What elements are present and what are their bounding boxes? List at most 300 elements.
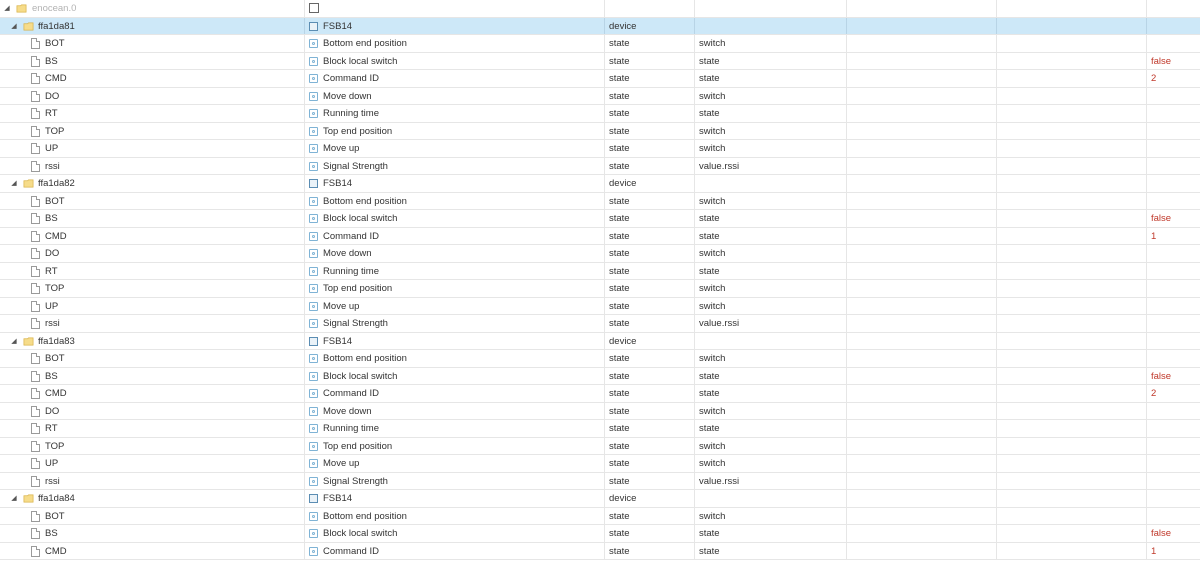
device-id: ffa1da84 (38, 493, 75, 504)
state-id: RT (45, 423, 58, 434)
state-role: switch (699, 195, 726, 207)
device-row[interactable] (0, 18, 1200, 36)
state-col6-cell (997, 455, 1147, 472)
state-name-cell (305, 403, 605, 420)
state-type: state (609, 283, 630, 294)
state-value-cell[interactable] (1147, 385, 1200, 402)
state-role-cell (695, 280, 847, 297)
state-type-cell (605, 543, 695, 560)
device-row[interactable] (0, 333, 1200, 351)
state-id: BS (45, 528, 58, 539)
state-id-cell (0, 403, 305, 420)
state-col6-cell (997, 385, 1147, 402)
state-value-cell[interactable] (1147, 70, 1200, 87)
state-name-cell (305, 245, 605, 262)
state-value-cell[interactable] (1147, 105, 1200, 122)
state-name: Running time (323, 423, 379, 434)
state-id-cell (0, 263, 305, 280)
state-icon (309, 389, 318, 398)
state-icon (309, 249, 318, 258)
state-type: state (609, 458, 630, 469)
state-id-cell (0, 385, 305, 402)
state-value-cell[interactable] (1147, 140, 1200, 157)
state-name-cell (305, 543, 605, 560)
state-id-cell (0, 245, 305, 262)
state-name-cell (305, 315, 605, 332)
state-type-cell (605, 193, 695, 210)
device-col6-cell (997, 490, 1147, 507)
state-row[interactable] (0, 438, 1200, 456)
state-value-cell[interactable] (1147, 508, 1200, 525)
device-row[interactable] (0, 490, 1200, 508)
state-row[interactable] (0, 35, 1200, 53)
device-col6-cell (997, 175, 1147, 192)
state-icon (309, 39, 318, 48)
device-value-cell (1147, 333, 1200, 350)
file-icon (31, 266, 40, 277)
state-type-cell (605, 210, 695, 227)
state-name-cell (305, 298, 605, 315)
state-value-cell[interactable] (1147, 158, 1200, 175)
file-icon (31, 73, 40, 84)
collapse-icon[interactable]: ◢ (11, 22, 17, 30)
state-value-cell[interactable] (1147, 403, 1200, 420)
state-row[interactable] (0, 543, 1200, 561)
file-icon (31, 213, 40, 224)
state-name-cell (305, 35, 605, 52)
state-col5-cell (847, 280, 997, 297)
state-value-cell[interactable] (1147, 263, 1200, 280)
collapse-icon[interactable]: ◢ (11, 495, 17, 502)
device-type-cell (605, 175, 695, 192)
state-icon (309, 372, 318, 381)
state-role-cell (695, 385, 847, 402)
device-name-cell (305, 18, 605, 35)
state-type-cell (605, 105, 695, 122)
state-role-cell (695, 193, 847, 210)
device-col5-cell (847, 18, 997, 35)
state-name: Move up (323, 143, 360, 154)
device-role-cell (695, 175, 847, 192)
state-col6-cell (997, 123, 1147, 140)
state-role: value.rssi (699, 475, 740, 487)
state-name-cell (305, 508, 605, 525)
state-id-cell (0, 105, 305, 122)
state-icon (309, 512, 318, 521)
device-value-cell (1147, 18, 1200, 35)
device-icon (309, 179, 318, 188)
state-row[interactable] (0, 315, 1200, 333)
device-value-cell (1147, 490, 1200, 507)
state-id: BOT (45, 353, 65, 364)
collapse-icon[interactable]: ◢ (11, 180, 17, 187)
state-name: Block local switch (323, 55, 398, 67)
state-value-cell[interactable] (1147, 228, 1200, 245)
collapse-icon[interactable]: ◢ (11, 337, 17, 345)
state-name-cell (305, 525, 605, 542)
state-id: BS (45, 213, 58, 224)
state-name: Move up (323, 458, 360, 469)
state-col6-cell (997, 473, 1147, 490)
device-type: device (609, 178, 637, 189)
state-value-cell[interactable] (1147, 438, 1200, 455)
device-icon (309, 494, 318, 503)
state-value-cell[interactable] (1147, 543, 1200, 560)
state-row[interactable] (0, 245, 1200, 263)
state-value-cell[interactable] (1147, 473, 1200, 490)
state-type: state (609, 545, 630, 557)
state-value-cell[interactable] (1147, 368, 1200, 385)
state-role: switch (699, 38, 726, 49)
state-value-cell[interactable] (1147, 420, 1200, 437)
state-type-cell (605, 245, 695, 262)
state-type-cell (605, 280, 695, 297)
state-type: state (609, 318, 630, 329)
state-name-cell (305, 420, 605, 437)
state-value-cell[interactable] (1147, 210, 1200, 227)
state-type-cell (605, 228, 695, 245)
state-col5-cell (847, 228, 997, 245)
state-id-cell (0, 53, 305, 70)
state-col5-cell (847, 70, 997, 87)
state-row[interactable] (0, 70, 1200, 88)
state-role-cell (695, 158, 847, 175)
state-type: state (609, 370, 630, 382)
state-row[interactable] (0, 158, 1200, 176)
state-name: Move down (323, 248, 372, 259)
state-type-cell (605, 473, 695, 490)
state-icon (309, 197, 318, 206)
state-col5-cell (847, 473, 997, 490)
state-name-cell (305, 105, 605, 122)
device-id-cell (0, 333, 305, 350)
state-role-cell (695, 228, 847, 245)
state-col5-cell (847, 158, 997, 175)
state-role-cell (695, 438, 847, 455)
state-value-cell[interactable] (1147, 88, 1200, 105)
state-role-cell (695, 543, 847, 560)
state-col5-cell (847, 508, 997, 525)
state-value-cell[interactable] (1147, 525, 1200, 542)
state-role: switch (699, 143, 726, 154)
state-row[interactable] (0, 280, 1200, 298)
state-type-cell (605, 35, 695, 52)
device-type-cell (605, 18, 695, 35)
device-type-cell (605, 490, 695, 507)
state-col6-cell (997, 280, 1147, 297)
state-name: Move down (323, 90, 372, 102)
state-id-cell (0, 280, 305, 297)
state-role-cell (695, 473, 847, 490)
state-row[interactable] (0, 350, 1200, 368)
state-col5-cell (847, 420, 997, 437)
folder-icon (16, 3, 27, 14)
state-col6-cell (997, 245, 1147, 262)
state-role-cell (695, 455, 847, 472)
state-type-cell (605, 315, 695, 332)
state-icon (309, 424, 318, 433)
state-name-cell (305, 70, 605, 87)
state-type: state (609, 108, 630, 119)
state-type: state (609, 230, 630, 242)
state-col6-cell (997, 263, 1147, 280)
state-col5-cell (847, 35, 997, 52)
state-type: state (609, 38, 630, 49)
state-type: state (609, 160, 630, 172)
state-role-cell (695, 315, 847, 332)
state-id: rssi (45, 318, 60, 329)
state-col6-cell (997, 420, 1147, 437)
state-row[interactable] (0, 403, 1200, 421)
device-col5-cell (847, 333, 997, 350)
state-role-cell (695, 140, 847, 157)
state-id: RT (45, 108, 58, 119)
state-role-cell (695, 350, 847, 367)
state-icon (309, 407, 318, 416)
state-type: state (609, 125, 630, 137)
state-icon (309, 57, 318, 66)
file-icon (31, 161, 40, 172)
state-role: state (699, 73, 720, 84)
state-value-cell[interactable] (1147, 280, 1200, 297)
state-id-cell (0, 88, 305, 105)
state-role: switch (699, 405, 726, 417)
state-row[interactable] (0, 193, 1200, 211)
state-col5-cell (847, 385, 997, 402)
state-role-cell (695, 508, 847, 525)
state-name: Signal Strength (323, 318, 388, 329)
state-type: state (609, 475, 630, 487)
state-type: state (609, 195, 630, 207)
state-name: Top end position (323, 283, 393, 294)
state-row[interactable] (0, 228, 1200, 246)
state-name-cell (305, 140, 605, 157)
device-name-cell (305, 333, 605, 350)
chart-icon[interactable] (309, 3, 319, 13)
state-col6-cell (997, 210, 1147, 227)
state-id-cell (0, 473, 305, 490)
file-icon (31, 301, 40, 312)
state-row[interactable] (0, 368, 1200, 386)
device-role-cell (695, 18, 847, 35)
state-id-cell (0, 140, 305, 157)
state-col5-cell (847, 525, 997, 542)
root-row[interactable] (0, 0, 1200, 18)
file-icon (31, 126, 40, 137)
state-id: TOP (45, 440, 65, 452)
state-role: switch (699, 458, 726, 469)
state-icon (309, 74, 318, 83)
state-col6-cell (997, 438, 1147, 455)
state-icon (309, 127, 318, 136)
state-col6-cell (997, 350, 1147, 367)
state-row[interactable] (0, 140, 1200, 158)
state-value-cell[interactable] (1147, 350, 1200, 367)
state-id-cell (0, 193, 305, 210)
state-icon (309, 214, 318, 223)
state-id-cell (0, 70, 305, 87)
folder-icon (23, 21, 34, 32)
device-id-cell (0, 175, 305, 192)
state-id: DO (45, 90, 60, 102)
state-row[interactable] (0, 525, 1200, 543)
state-col6-cell (997, 508, 1147, 525)
device-name-cell (305, 175, 605, 192)
state-row[interactable] (0, 420, 1200, 438)
file-icon (31, 546, 40, 557)
folder-icon (23, 178, 34, 189)
state-row[interactable] (0, 53, 1200, 71)
device-name: FSB14 (323, 178, 353, 189)
state-value-cell[interactable] (1147, 298, 1200, 315)
state-id-cell (0, 315, 305, 332)
state-type-cell (605, 263, 695, 280)
state-role: state (699, 55, 720, 67)
state-id: RT (45, 265, 58, 277)
state-icon (309, 442, 318, 451)
file-icon (31, 143, 40, 154)
state-col6-cell (997, 298, 1147, 315)
state-icon (309, 232, 318, 241)
state-id: CMD (45, 388, 67, 399)
device-id-cell (0, 18, 305, 35)
file-icon (31, 511, 40, 522)
state-value-cell[interactable] (1147, 245, 1200, 262)
state-role-cell (695, 53, 847, 70)
state-col5-cell (847, 438, 997, 455)
state-col6-cell (997, 53, 1147, 70)
state-role: state (699, 108, 720, 119)
state-col5-cell (847, 263, 997, 280)
state-value-cell[interactable] (1147, 193, 1200, 210)
state-value-cell[interactable] (1147, 315, 1200, 332)
state-role: state (699, 370, 720, 382)
state-role: value.rssi (699, 160, 740, 172)
state-row[interactable] (0, 298, 1200, 316)
state-type-cell (605, 70, 695, 87)
state-type-cell (605, 368, 695, 385)
state-row[interactable] (0, 385, 1200, 403)
state-name-cell (305, 263, 605, 280)
device-type: device (609, 335, 637, 347)
state-name-cell (305, 280, 605, 297)
device-name: FSB14 (323, 493, 353, 504)
state-name: Move up (323, 300, 360, 312)
device-row[interactable] (0, 175, 1200, 193)
state-name-cell (305, 193, 605, 210)
state-type: state (609, 90, 630, 102)
state-id: rssi (45, 475, 60, 487)
state-col5-cell (847, 245, 997, 262)
state-name: Move down (323, 405, 372, 417)
state-icon (309, 459, 318, 468)
state-row[interactable] (0, 105, 1200, 123)
state-name-cell (305, 158, 605, 175)
state-type-cell (605, 403, 695, 420)
state-role-cell (695, 368, 847, 385)
state-value: false (1151, 55, 1172, 67)
state-name: Bottom end position (323, 353, 407, 364)
state-type-cell (605, 508, 695, 525)
state-row[interactable] (0, 508, 1200, 526)
state-icon (309, 284, 318, 293)
state-role: switch (699, 283, 726, 294)
device-type: device (609, 493, 637, 504)
device-name: FSB14 (323, 335, 353, 347)
state-row[interactable] (0, 473, 1200, 491)
state-type-cell (605, 53, 695, 70)
state-id-cell (0, 35, 305, 52)
state-value-cell[interactable] (1147, 53, 1200, 70)
state-type: state (609, 143, 630, 154)
state-col5-cell (847, 53, 997, 70)
state-name-cell (305, 455, 605, 472)
state-id: BS (45, 55, 58, 67)
state-type: state (609, 55, 630, 67)
state-col6-cell (997, 543, 1147, 560)
state-role: state (699, 230, 720, 242)
state-value: 1 (1151, 230, 1157, 242)
state-name: Block local switch (323, 213, 398, 224)
device-col5-cell (847, 175, 997, 192)
file-icon (31, 406, 40, 417)
state-id-cell (0, 420, 305, 437)
state-name: Top end position (323, 440, 393, 452)
state-row[interactable] (0, 455, 1200, 473)
state-type-cell (605, 385, 695, 402)
state-id: DO (45, 405, 60, 417)
state-role-cell (695, 210, 847, 227)
state-row[interactable] (0, 210, 1200, 228)
state-id-cell (0, 438, 305, 455)
state-type-cell (605, 438, 695, 455)
state-name: Running time (323, 108, 379, 119)
file-icon (31, 423, 40, 434)
state-row[interactable] (0, 88, 1200, 106)
state-col6-cell (997, 228, 1147, 245)
state-name: Command ID (323, 230, 379, 242)
state-row[interactable] (0, 123, 1200, 141)
state-type: state (609, 213, 630, 224)
state-value-cell[interactable] (1147, 123, 1200, 140)
state-role-cell (695, 298, 847, 315)
state-col5-cell (847, 88, 997, 105)
state-icon (309, 529, 318, 538)
state-value-cell[interactable] (1147, 455, 1200, 472)
state-role: state (699, 423, 720, 434)
state-id: rssi (45, 160, 60, 172)
file-icon (31, 91, 40, 102)
state-name-cell (305, 350, 605, 367)
state-value: 2 (1151, 73, 1157, 84)
device-id: ffa1da81 (38, 20, 75, 32)
collapse-icon[interactable]: ◢ (4, 5, 10, 12)
state-type: state (609, 440, 630, 452)
state-name-cell (305, 473, 605, 490)
state-id-cell (0, 508, 305, 525)
file-icon (31, 371, 40, 382)
state-col5-cell (847, 193, 997, 210)
state-row[interactable] (0, 263, 1200, 281)
state-role: state (699, 528, 720, 539)
state-col5-cell (847, 403, 997, 420)
state-id: CMD (45, 545, 67, 557)
state-id-cell (0, 228, 305, 245)
folder-icon (23, 336, 34, 347)
state-name: Top end position (323, 125, 393, 137)
state-col5-cell (847, 140, 997, 157)
state-value-cell[interactable] (1147, 35, 1200, 52)
